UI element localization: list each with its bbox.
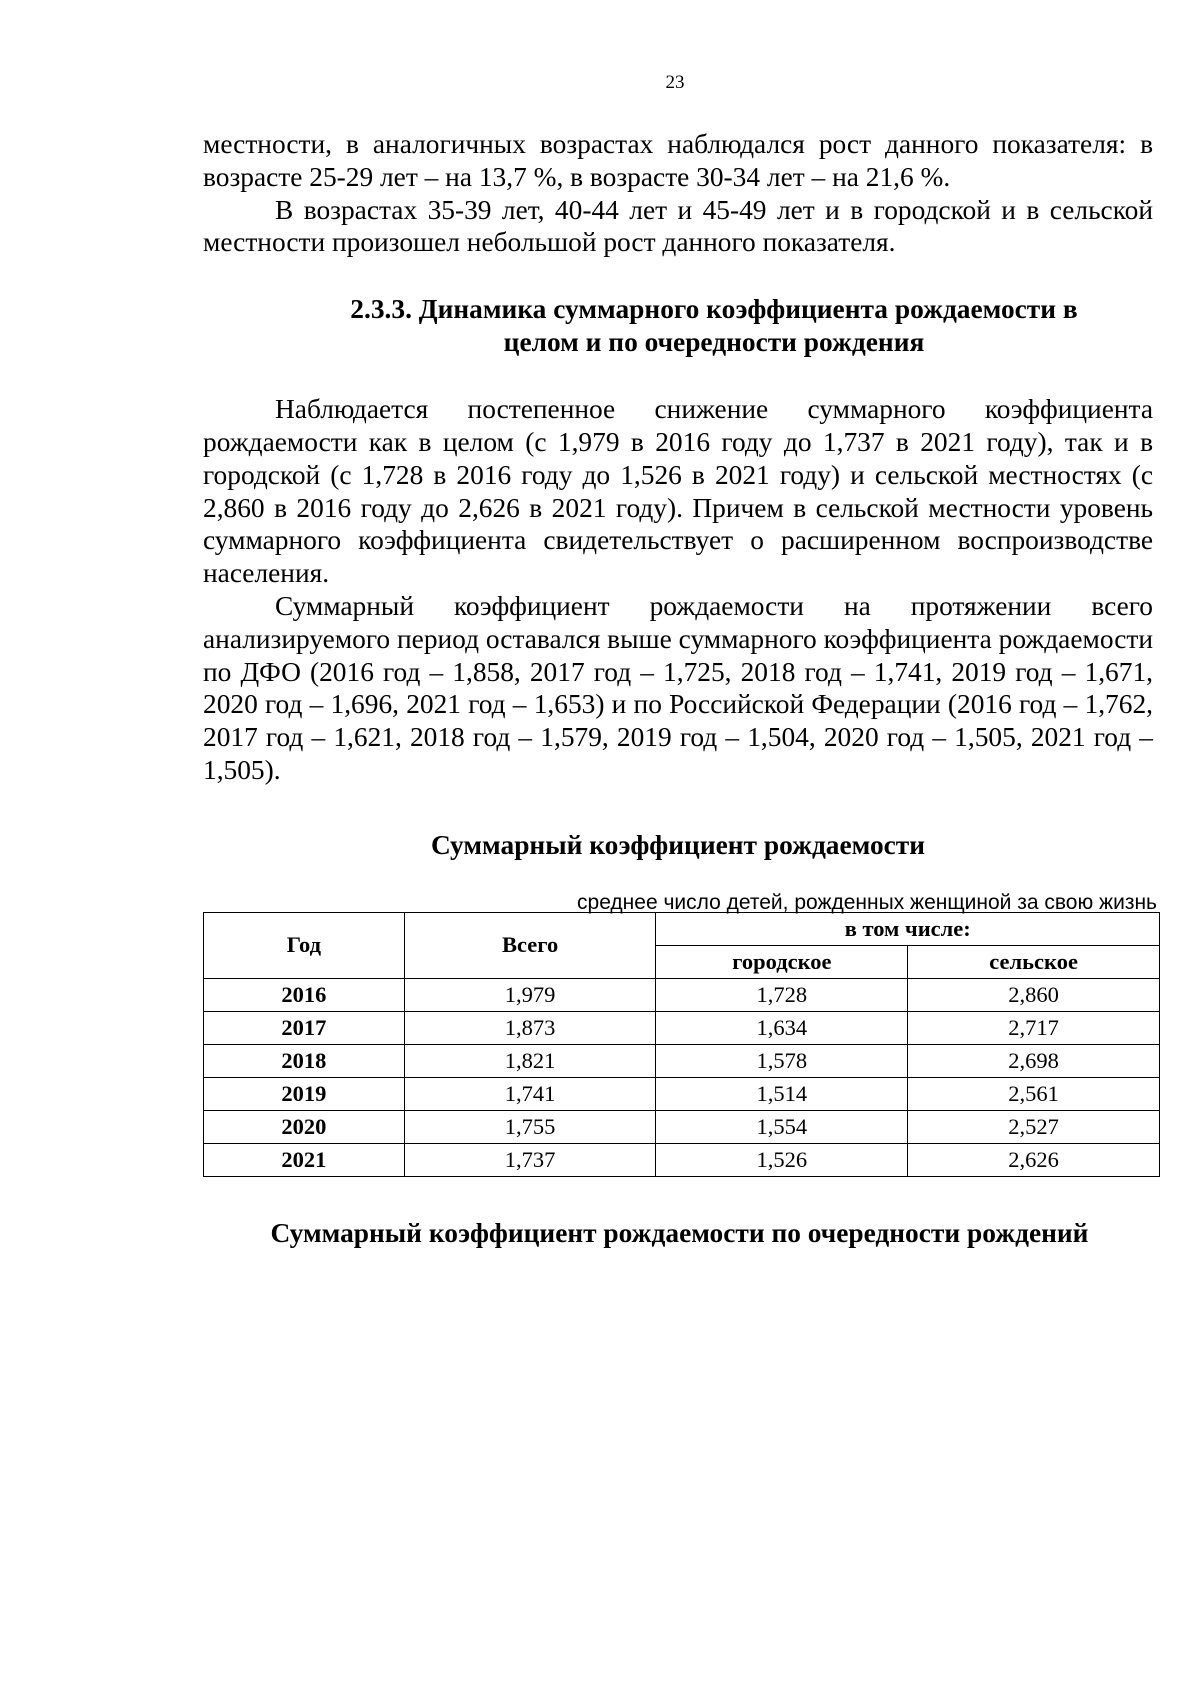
rural-cell: 2,698 xyxy=(908,1044,1160,1077)
table-row xyxy=(204,978,1160,1011)
year-cell: 2017 xyxy=(204,1011,405,1044)
year-cell: 2020 xyxy=(204,1110,405,1143)
rural-cell: 2,561 xyxy=(908,1077,1160,1110)
urban-cell: 1,526 xyxy=(656,1143,908,1176)
paragraph-4: Суммарный коэффициент рождаемости на протяжении всего анализируемого период оставался выше суммарного коэффициента рождаемости по ДФО (2016 год – 1,858, 2017 год – 1,725, 2018 год – 1,741, 2019 год – 1,671, 2020 год – 1,696, 2021 год – 1,653) и по Российской Федерации (2016 год – 1,762, 2017 год – 1,621, 2018 год – 1,579, 2019 год – 1,504, 2020 год – 1,505, 2021 год – 1,505). xyxy=(203,590,1153,785)
table-row xyxy=(204,1143,1160,1176)
paragraph-2: В возрастах 35-39 лет, 40-44 лет и 45-49 лет и в городской и в сельской местности произошел небольшой рост данного показателя. xyxy=(203,194,1153,258)
table-body xyxy=(204,978,1160,1176)
total-cell: 1,741 xyxy=(404,1077,656,1110)
year-cell: 2016 xyxy=(204,978,405,1011)
page-content xyxy=(203,128,1157,1250)
urban-cell: 1,728 xyxy=(656,978,908,1011)
total-cell: 1,979 xyxy=(404,978,656,1011)
table-header-row xyxy=(204,912,1160,945)
header-year: Год xyxy=(204,912,405,978)
year-cell: 2019 xyxy=(204,1077,405,1110)
rural-cell: 2,527 xyxy=(908,1110,1160,1143)
rural-cell: 2,626 xyxy=(908,1143,1160,1176)
table-title: Суммарный коэффициент рождаемости xyxy=(430,829,926,860)
section-heading xyxy=(203,293,1153,359)
total-cell: 1,873 xyxy=(404,1011,656,1044)
urban-cell: 1,578 xyxy=(656,1044,908,1077)
rural-cell: 2,860 xyxy=(908,978,1160,1011)
urban-cell: 1,634 xyxy=(656,1011,908,1044)
section-heading-line-1: 2.3.3. Динамика суммарного коэффициента рождаемости в xyxy=(350,294,1078,325)
table-subtitle: среднее число детей, рожденных женщиной за свою жизнь xyxy=(577,890,1157,914)
header-including: в том числе: xyxy=(656,912,1160,945)
total-cell: 1,755 xyxy=(404,1110,656,1143)
urban-cell: 1,514 xyxy=(656,1077,908,1110)
total-cell: 1,737 xyxy=(404,1143,656,1176)
urban-cell: 1,554 xyxy=(656,1110,908,1143)
table-row xyxy=(204,1011,1160,1044)
table-row xyxy=(204,1044,1160,1077)
page-number: 23 xyxy=(665,72,685,93)
year-cell: 2018 xyxy=(204,1044,405,1077)
year-cell: 2021 xyxy=(204,1143,405,1176)
total-cell: 1,821 xyxy=(404,1044,656,1077)
table-row xyxy=(204,1110,1160,1143)
second-table-title: Суммарный коэффициент рождаемости по очередности рождений xyxy=(270,1217,1089,1248)
paragraph-3: Наблюдается постепенное снижение суммарного коэффициента рождаемости как в целом (с 1,979 в 2016 году до 1,737 в 2021 году), так и в городской (с 1,728 в 2016 году до 1,526 в 2021 году) и сельской местностях (с 2,860 в 2016 году до 2,626 в 2021 году). Причем в сельской местности уровень суммарного коэффициента свидетельствует о расширенном воспроизводстве населения. xyxy=(203,394,1153,589)
section-heading-line-2: целом и по очередности рождения xyxy=(503,327,925,358)
fertility-table xyxy=(203,912,1160,1177)
table-row xyxy=(204,1077,1160,1110)
rural-cell: 2,717 xyxy=(908,1011,1160,1044)
header-total: Всего xyxy=(404,912,656,978)
header-rural: сельское xyxy=(908,945,1160,978)
paragraph-1: местности, в аналогичных возрастах наблюдался рост данного показателя: в возрасте 25-29 лет – на 13,7 %, в возрасте 30-34 лет – на 21,6 %. xyxy=(203,129,1153,192)
header-urban: городское xyxy=(656,945,908,978)
